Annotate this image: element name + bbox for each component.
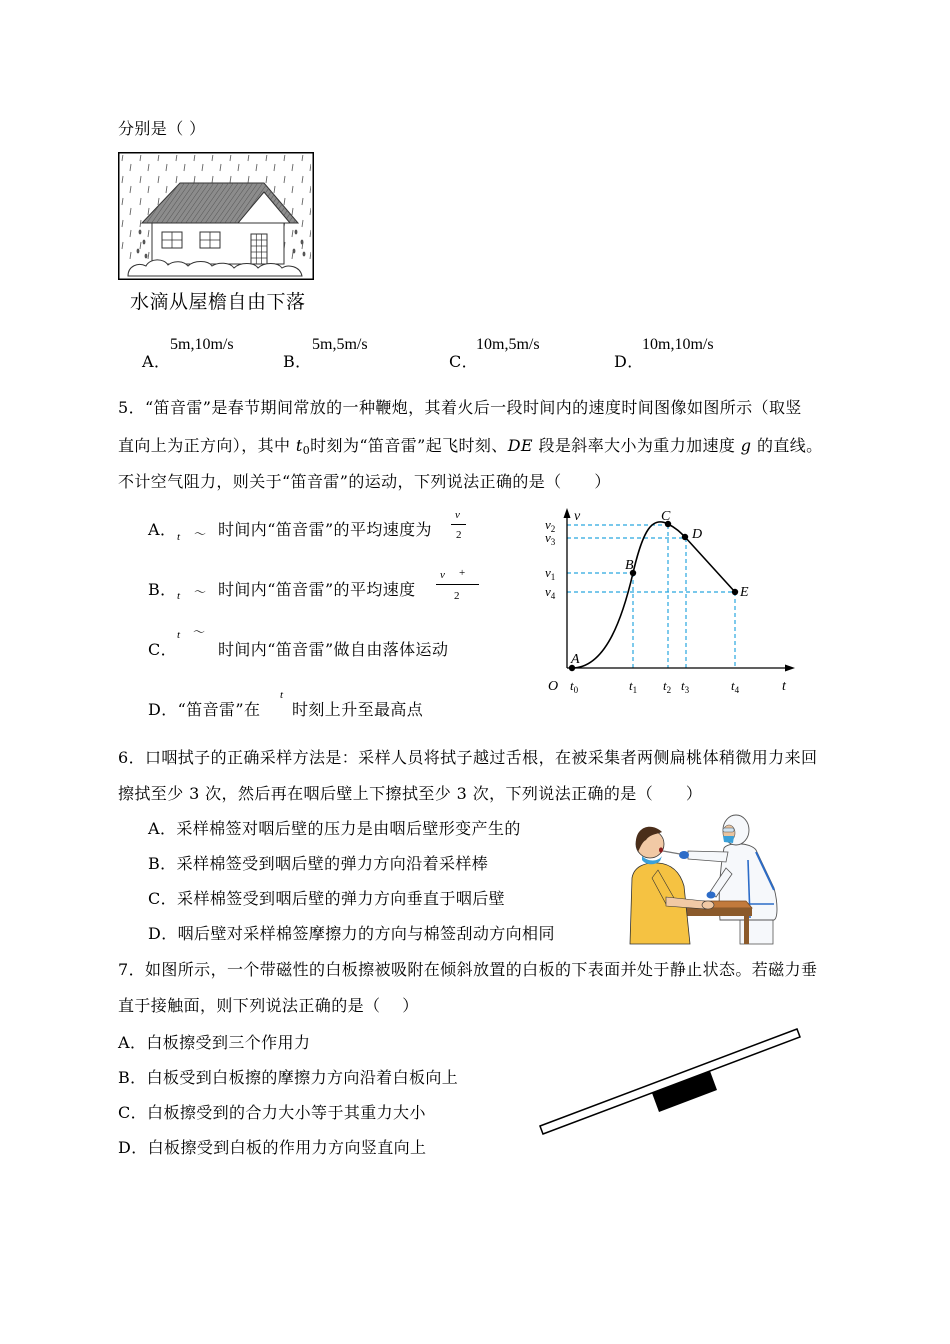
q4-option-b-value: 5m,5m/s [312, 336, 368, 353]
q6-option-b-label: B． [148, 854, 177, 873]
q6-option-d [148, 924, 555, 944]
q6-option-b [148, 854, 488, 874]
q5-option-a-t: t [177, 531, 181, 543]
point-e-label: E [740, 585, 749, 600]
q6-option-a-label: A． [148, 819, 177, 838]
x-tick-t4 [731, 678, 740, 695]
x-tick-t0-sub: 0 [573, 685, 579, 695]
q5-line2-part-d: 的直线。 [751, 436, 823, 455]
y-tick-v4-main: v [545, 584, 551, 599]
q7-option-d-text: 白板擦受到白板的作用力方向竖直向上 [147, 1138, 427, 1157]
q4-option-a-label: A． [142, 352, 171, 371]
swab-stick [663, 851, 680, 854]
q5-line2-t: t [295, 436, 303, 455]
figure-caption: 水滴从屋檐自由下落 [130, 291, 306, 313]
tilted-whiteboard [540, 1029, 800, 1134]
q5-option-d-text: 时刻上升至最高点 [292, 700, 424, 719]
person-being-sampled [630, 827, 714, 944]
x-tick-t3-sub: 3 [684, 685, 690, 695]
y-axis-arrow [564, 508, 571, 518]
point-b-label: B [625, 558, 634, 573]
q7-option-a-label: A． [118, 1033, 147, 1052]
q4-stem-tail: 分别是（ ） [118, 119, 206, 138]
q5-option-c-t: t [177, 629, 181, 641]
point-d-marker [682, 534, 688, 540]
house-window-left [162, 232, 182, 248]
q5-option-a-label: A． [148, 520, 177, 539]
q7-option-c [118, 1103, 426, 1123]
q4-option-d-value: 10m,10m/s [642, 336, 714, 353]
q5-option-d-pre: “笛音雷”在 [177, 700, 261, 719]
y-tick-v1-main: v [545, 565, 551, 580]
q5-stem-line3: 不计空气阻力，则关于“笛音雷”的运动，下列说法正确的是（ ） [118, 472, 611, 491]
x-tick-t4-main: t [731, 678, 735, 693]
y-tick-v3-main: v [545, 530, 551, 545]
q5-option-b-text: 时间内“笛音雷”的平均速度 [218, 580, 416, 599]
q4-option-b-label: B． [283, 352, 312, 371]
q6-option-b-text: 采样棉签受到咽后壁的弹力方向沿着采样棒 [176, 854, 489, 873]
q5-line2-part-c: 段是斜率大小为重力加速度 [533, 436, 741, 455]
water-drop [301, 240, 304, 245]
worker-extended-arm [688, 851, 728, 862]
q7-stem-line2: 直于接触面，则下列说法正确的是（ ） [118, 996, 419, 1015]
x-axis-label: t [782, 679, 786, 694]
q6-option-a [148, 819, 521, 839]
q5-option-d-head [148, 700, 260, 720]
q7-option-b [118, 1068, 458, 1088]
q5-option-b-fraction-bar [436, 584, 479, 585]
y-tick-v4 [545, 584, 556, 601]
y-tick-v3-sub: 3 [550, 537, 556, 547]
x-tick-t1 [629, 678, 637, 695]
q5-option-d-label: D． [148, 700, 178, 719]
y-tick-v1-sub: 1 [550, 572, 556, 582]
water-drop [145, 254, 148, 259]
worker-goggles [723, 828, 734, 832]
worker-mask [723, 836, 734, 843]
worker-glove-left [707, 892, 716, 899]
point-d-label: D [692, 527, 703, 542]
q4-option-d-label: D． [614, 352, 644, 371]
point-e-marker [732, 589, 738, 595]
q5-option-b-t: t [177, 590, 181, 602]
q5-line2-de: DE [507, 436, 534, 455]
q5-line2-g: g [740, 436, 752, 455]
person-open-mouth [659, 847, 663, 852]
y-tick-labels [545, 517, 556, 601]
q5-option-a-tilde: ～ [194, 527, 207, 541]
water-drop [137, 249, 140, 254]
q5-option-b-tilde: ～ [194, 585, 207, 599]
y-tick-v2-sub: 2 [550, 524, 556, 534]
q5-option-b-fraction-bottom: 2 [454, 590, 460, 602]
velocity-curve [572, 522, 735, 668]
q5-option-b-fraction-top: v [440, 569, 445, 581]
q7-option-a [118, 1033, 310, 1053]
x-tick-t4-sub: 4 [734, 685, 740, 695]
q6-option-d-label: D． [148, 924, 178, 943]
q5-stem-line1: 5．“笛音雷”是春节期间常放的一种鞭炮，其着火后一段时间内的速度时间图像如图所示（取竖 [118, 398, 802, 417]
q5-option-c-label: C． [148, 640, 178, 659]
q5-option-b-fraction-plus: + [459, 567, 466, 579]
worker-glove-right [679, 851, 689, 859]
q5-option-a-fraction-bottom: 2 [456, 529, 462, 541]
water-drop [295, 230, 298, 235]
q7-option-b-label: B． [118, 1068, 147, 1087]
q5-line2-part-a: 直向上为正方向），其中 [118, 436, 296, 455]
curve-points [569, 521, 738, 671]
y-axis-label: v [574, 509, 581, 524]
x-tick-t1-sub: 1 [632, 685, 638, 695]
q6-option-d-text: 咽后壁对采样棉签摩擦力的方向与棉签刮动方向相同 [177, 924, 555, 943]
q4-option-a-value: 5m,10m/s [170, 336, 234, 353]
whiteboard-figure [535, 1020, 805, 1140]
velocity-time-graph [535, 500, 800, 705]
q4-option-c-value: 10m,5m/s [476, 336, 540, 353]
q6-option-c [148, 889, 505, 909]
y-tick-v4-sub: 4 [550, 591, 556, 601]
q5-option-a-fraction-top: v [455, 509, 460, 521]
water-drop [143, 240, 146, 245]
q6-stem-line2: 擦拭至少 3 次，然后再在咽后壁上下擦拭至少 3 次，下列说法正确的是（ ） [118, 784, 703, 803]
q7-option-d [118, 1138, 426, 1158]
door-frame [251, 234, 267, 264]
q6-option-a-text: 采样棉签对咽后壁的压力是由咽后壁形变产生的 [176, 819, 521, 838]
q5-stem-line2 [118, 436, 823, 461]
y-tick-v2-main: v [545, 517, 551, 532]
q5-option-d-t: t [280, 689, 284, 701]
q5-option-c-tilde: ～ [193, 625, 206, 639]
x-tick-t2-sub: 2 [666, 685, 672, 695]
water-drop [303, 252, 306, 257]
table-leg [744, 916, 749, 944]
house-door [251, 234, 267, 264]
q7-option-d-label: D． [118, 1138, 148, 1157]
q7-option-b-text: 白板受到白板擦的摩擦力方向沿着白板向上 [146, 1068, 459, 1087]
y-tick-v1 [545, 565, 555, 582]
q5-option-a-text: 时间内“笛音雷”的平均速度为 [218, 520, 432, 539]
swab-sampling-figure [628, 808, 788, 944]
q5-option-c-text: 时间内“笛音雷”做自由落体运动 [218, 640, 449, 659]
q5-line2-t-subscript: 0 [302, 444, 311, 457]
x-tick-t1-main: t [629, 678, 633, 693]
q5-option-a-fraction-bar [451, 524, 466, 525]
q7-option-c-label: C． [118, 1103, 148, 1122]
water-drop [139, 230, 142, 235]
x-tick-t0 [570, 678, 579, 695]
q5-line2-part-b: 时刻为“笛音雷”起飞时刻、 [310, 436, 508, 455]
x-tick-t2-main: t [663, 678, 667, 693]
x-tick-t2 [663, 678, 671, 695]
guide-lines [567, 525, 735, 668]
q7-option-c-text: 白板擦受到的合力大小等于其重力大小 [147, 1103, 426, 1122]
q6-option-c-label: C． [148, 889, 178, 908]
person-hand [702, 901, 714, 909]
x-tick-t3 [681, 678, 690, 695]
q7-stem-line1: 7．如图所示，一个带磁性的白板擦被吸附在倾斜放置的白板的下表面并处于静止状态。若磁力垂 [118, 960, 818, 979]
point-a-label: A [571, 652, 580, 667]
origin-label: O [548, 679, 559, 694]
x-tick-labels [570, 678, 740, 695]
q6-stem-line1: 6．口咽拭子的正确采样方法是：采样人员将拭子越过舌根，在被采集者两侧扁桃体稍微用力来回 [118, 748, 818, 767]
x-tick-t3-main: t [681, 678, 685, 693]
x-tick-t0-main: t [570, 678, 574, 693]
house-window-right [200, 232, 220, 248]
q7-option-a-text: 白板擦受到三个作用力 [146, 1033, 311, 1052]
q6-option-c-text: 采样棉签受到咽后壁的弹力方向垂直于咽后壁 [177, 889, 506, 908]
point-c-label: C [661, 509, 671, 524]
q4-option-c-label: C． [449, 352, 479, 371]
water-drop [293, 249, 296, 254]
house-rain-figure [118, 152, 314, 280]
q5-option-b-label: B． [148, 580, 177, 599]
x-axis-arrow [785, 665, 795, 672]
